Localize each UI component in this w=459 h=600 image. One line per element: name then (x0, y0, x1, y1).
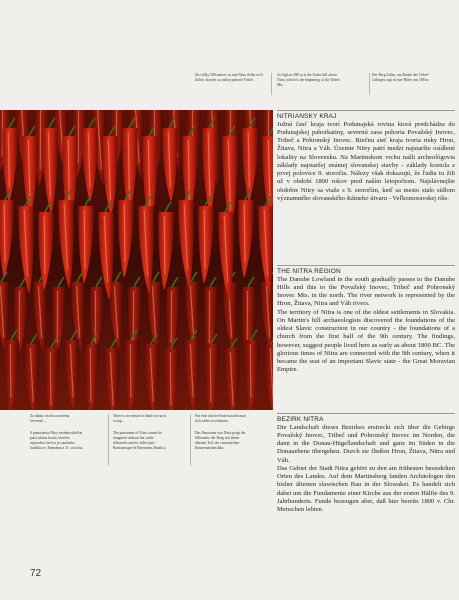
section-heading-english: THE NITRA REGION (277, 268, 341, 275)
page-number: 72 (30, 568, 42, 579)
caption-divider (271, 73, 272, 95)
caption-divider (369, 73, 370, 95)
section-body-english-2: The territory of Nitra is one of the oldest settlements in Slovakia. On Martin's hill archaeologists discovered the foundations of the oldest Slavic construction in our country - the foundations of a church from the first half of the 9th century. The findings, however, suggest people lived here as early as about 1800 BC. The glorious times of Nitra are connected with the 9th century, when it became the seat of an important Slavic state - the Great Moravian Empire. (277, 308, 455, 374)
section-body-german-1: Die Landschaft dieses Bezirkes erstreckt sich über die Gebirge Považský Inovec, Tribeč und Pohronský Inovec im Norden, die dann in die Donau-Hügellandschaft und ganz im Süden in die Donauebene übergehen. Durch sie fließen Hron, Žitava, Nitra und Váh. (277, 423, 455, 464)
pepper-highlight (4, 204, 5, 262)
section-rule (277, 265, 455, 266)
caption-crop-german: Für eine solche Ernte braucht man sich nicht zu schämen. (195, 414, 246, 424)
caption-bottom-slovak (30, 414, 84, 452)
caption-panorama-slovak: S panorámou Nitry neodmysliteľne patrí silueta hradu, ktorého najstaršou časťou je románska bazilika sv. Emeráma z 11. storočia. (30, 431, 84, 451)
section-rule (277, 413, 455, 414)
pepper-highlight (124, 204, 125, 262)
section-body-slovak: Južnú časť kraja tvorí Podunajská rovina ktorá predchádza do Podunajskej pahorkatiny, severnú zasa pohoria Považský Inovec, Tribeč a Pohronský Inovec. Riečnu sieť kraja tvoria rieky Hron, Žitava, Nitra a Váh. Územie Nitry patrí medzi najstaršie osídlené lokality na Slovensku. Na Martinskom vrchu našli archeológovia základy najstaršej známej slovanskej stavby - základy kostola z prvej polovice 9. storočia. Nálezy však dokazujú, že ľudia tu žili už v období 1800 rokov pred naším letopočtom. Najslávnejšie obdobie Nitry sa viaže s 9. storočím, keď sa mesto stalo sídlom významného slovanského štátneho útvaru - Veľkomoravskej ríše. (277, 120, 455, 202)
caption-bottom-english (113, 414, 167, 452)
caption-top-german: Der Berg Zobor, am Rande des Tribeč-Gebirges ragt in eine Höhe von 588 m. (372, 73, 430, 83)
section-heading-german: BEZIRK NITRA (277, 416, 324, 423)
caption-top-english: As high as 588 m is the Zobor hill above Nitra, which is the beginning of the Tribeč Mts. (277, 73, 340, 88)
caption-panorama-german: Das Panorama von Nitra prägt die Silhouette der Burg mit ihrem ältesten Teil, der romanischen Emmeramsbasilika. (195, 431, 246, 451)
section-rule (277, 110, 455, 111)
pepper-highlight (164, 216, 165, 274)
section-body-english-1: The Danube Lowland in the south gradually passes to the Danube Hills and this to the Považský Inovec, Tribeč and Pohronský Inovec Mts. in the north. The river network is represented by the Hron, Žitava, Nitra and Váh rivers. (277, 275, 455, 308)
section-english (277, 268, 455, 375)
section-heading-slovak: NITRIANSKY KRAJ (277, 113, 337, 120)
caption-crop-english: There is no reason to blush for such a crop... (113, 414, 166, 424)
section-slovak (277, 113, 455, 203)
caption-panorama-english: The panorama of Nitra cannot be imagined without the castle silhouette and its oldest part - Romanesque St Emeramus Basilica (113, 431, 166, 451)
caption-divider (108, 414, 109, 466)
pepper-highlight (204, 210, 205, 268)
caption-top-slovak: Do výšky 588 metrov sa nad Nitru dvíha vrch Zobor, ktorým sa začína pohorie Tribeč. (195, 73, 263, 83)
caption-bottom-german (195, 414, 249, 452)
caption-divider (190, 414, 191, 466)
pepper-highlight (244, 204, 245, 262)
section-german (277, 416, 455, 514)
pepper-highlight (44, 216, 45, 274)
pepper-highlight (84, 210, 85, 268)
caption-crop-slovak: Za takúto úrodu sa netreba červenať... (30, 414, 70, 424)
red-peppers-photo (0, 110, 273, 410)
section-body-german-2: Das Gebiet der Stadt Nitra gehört zu den am frühesten besiedelten Orten des Landes. Auf dem Martinsberg fanden Archäologen den bisher ältesten slawischen Bau in der Slowakei. Es handelt sich dabei um die Fundamente einer Kirche aus der ersten Hälfte des 9. Jahrhunderts. Funde bezeugen aber, daß hier bereits 1800 v. Chr. Menschen lebten. (277, 464, 455, 513)
